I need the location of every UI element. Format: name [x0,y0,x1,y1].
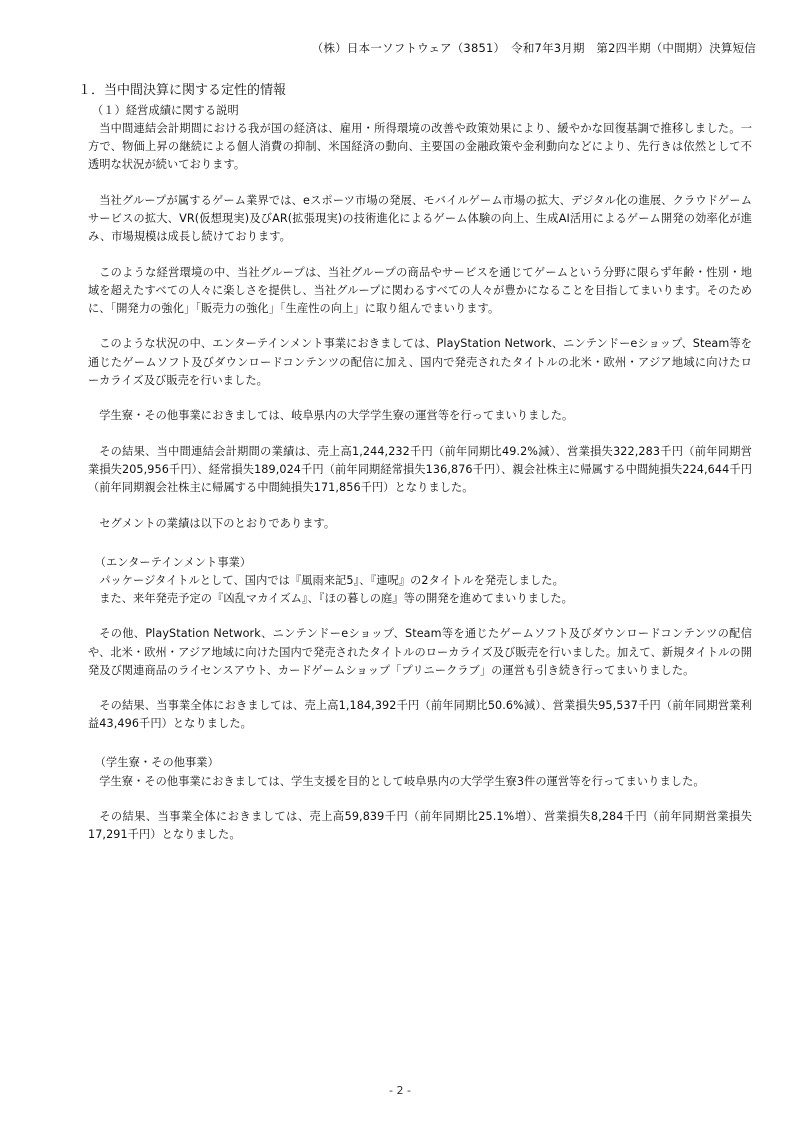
paragraph-results: その結果、当中間連結会計期間の業績は、売上高1,244,232千円（前年同期比49.2%減）、営業損失322,283千円（前年同期営業損失205,956千円）、経常損失189,024千円（前年同期経常損失136,876千円）、親会社株主に帰属する中間純損失224,644千円（前年同期親会社株主に帰属する中間純損失171,856千円）となりました。 [88,444,752,494]
dormitory-paragraph-operations: 学生寮・その他事業におきましては、学生支援を目的として岐阜県内の大学学生寮3件の運営等を行ってまいりました。 [99,774,705,788]
paragraph-industry: 当社グループが属するゲーム業界では、eスポーツ市場の発展、モバイルゲーム市場の拡大、デジタル化の進展、クラウドゲームサービスの拡大、VR(仮想現実)及びAR(拡張現実)の技術進化によるゲーム体験の向上、生成AI活用によるゲーム開発の効率化が進み、市場規模は成長し続けております。 [88,193,752,244]
page-number: - 2 - [389,1084,411,1097]
paragraph-entertainment-overview: このような状況の中、エンターテインメント事業におきましては、PlayStation Network、ニンテンドーeショップ、Steam等を通じたゲームソフト及びダウンロードコンテンツの配信に加え、国内で発売されたタイトルの北米・欧州・アジア地域に向けたローカライズ及び販売を行いました。 [88,337,752,387]
entertainment-line-2: また、来年発売予定の『凶乱マカイズム』、『ほの暮しの庭』等の開発を進めてまいりました。 [99,591,573,605]
section-title: １．当中間決算に関する定性的情報 [78,83,287,98]
paragraph-economy: 当中間連結会計期間における我が国の経済は、雇用・所得環境の改善や政策効果により、緩やかな回復基調で推移しました。一方で、物価上昇の継続による個人消費の抑制、米国経済の動向、主要国の金融政策や金利動向などにより、先行きは依然として不透明な状況が続いております。 [88,122,752,172]
dormitory-paragraph-results: その結果、当事業全体におきましては、売上高59,839千円（前年同期比25.1%増）、営業損失8,284千円（前年同期営業損失17,291千円）となりました。 [88,810,752,842]
document-body [88,102,752,844]
paragraph-segment-intro: セグメントの業績は以下のとおりであります。 [99,516,336,530]
entertainment-paragraph-results: その結果、当事業全体におきましては、売上高1,184,392千円（前年同期比50.6%減）、営業損失95,537千円（前年同期営業利益43,496千円）となりました。 [88,699,752,731]
entertainment-line-1: パッケージタイトルとして、国内では『風雨来記5』、『連呪』の2タイトルを発売しました。 [99,573,564,587]
paragraph-strategy: このような経営環境の中、当社グループは、当社グループの商品やサービスを通じてゲームという分野に限らず年齢・性別・地域を超えたすべての人々に楽しさを提供し、当社グループに関わるすべての人々が豊かになることを目指してまいります。そのために、「開発力の強化」「販売力の強化」「生産性の向上」に取り組んでまいります。 [88,265,752,315]
paragraph-dormitory-overview: 学生寮・その他事業におきましては、岐阜県内の大学学生寮の運営等を行ってまいりました。 [99,409,574,423]
subsection-title: （１）経営成績に関する説明 [92,104,239,117]
entertainment-paragraph-other: その他、PlayStation Network、ニンテンドーeショップ、Steam等を通じたゲームソフト及びダウンロードコンテンツの配信や、北米・欧州・アジア地域に向けた国内で発売されたタイトルのローカライズ及び販売を行いました。加えて、新規タイトルの開発及び関連商品のライセンスアウト、カードゲームショップ「プリニークラブ」の運営も引き続き行ってまいりました。 [88,627,752,677]
document-header: （株）日本一ソフトウェア（3851） 令和7年3月期 第2四半期（中間期）決算短信 [311,41,756,55]
segment-title-dormitory: （学生寮・その他事業） [94,756,219,770]
segment-title-entertainment: （エンターテインメント事業） [94,555,252,569]
